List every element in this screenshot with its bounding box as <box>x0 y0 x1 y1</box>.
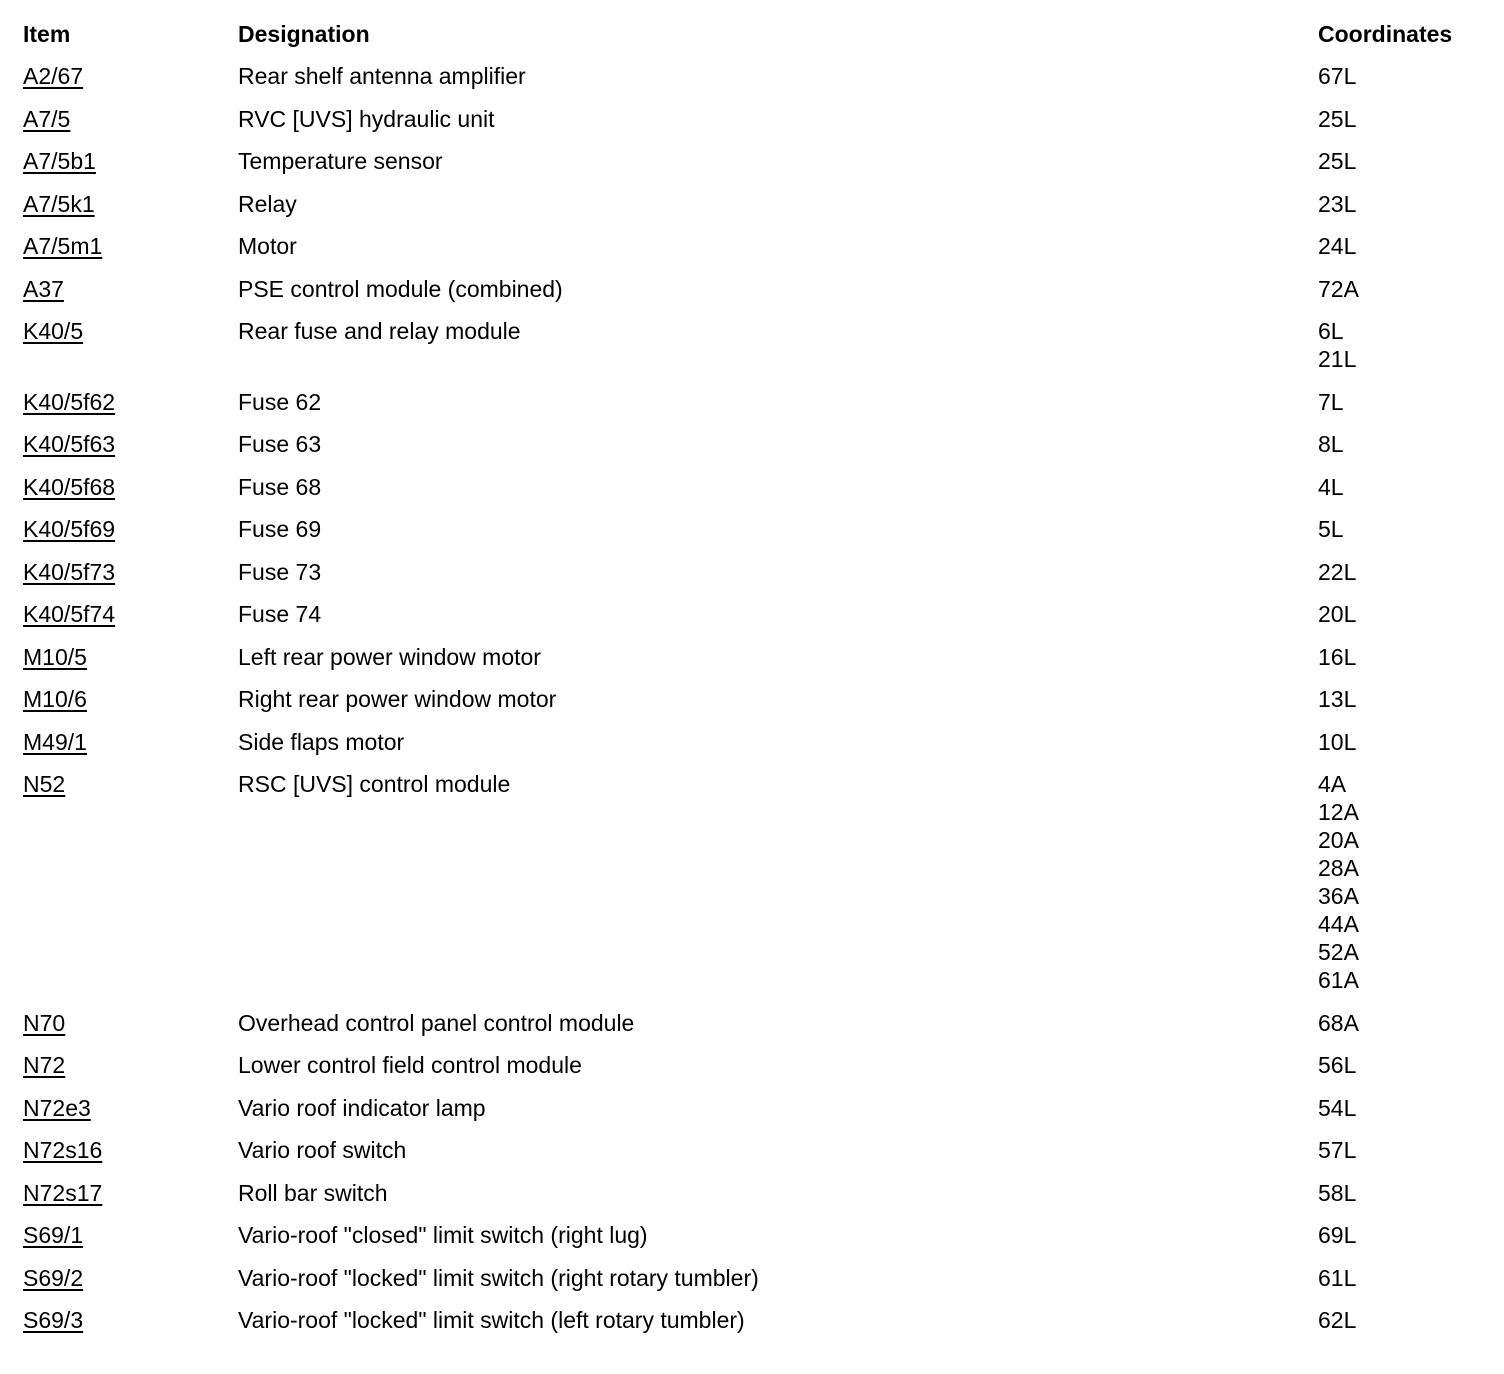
designation-cell: Fuse 63 <box>238 431 322 457</box>
designation-cell: Temperature sensor <box>238 148 443 174</box>
table-row <box>23 232 1483 275</box>
designation-cell: Fuse 62 <box>238 388 322 415</box>
coordinate-value: 52A <box>1318 939 1359 965</box>
item-link[interactable]: N52 <box>23 771 66 797</box>
coordinate-value: 25L <box>1318 105 1357 132</box>
designation-cell: Relay <box>238 190 297 217</box>
coordinate-value: 16L <box>1318 643 1357 670</box>
header-designation: Designation <box>238 21 370 47</box>
designation-cell: Side flaps motor <box>238 728 405 755</box>
designation-cell: Roll bar switch <box>238 1179 388 1206</box>
coordinates-cell <box>1318 600 1356 628</box>
coordinates-cell <box>1318 147 1356 175</box>
designation-cell: Left rear power window motor <box>238 643 541 670</box>
item-link[interactable]: S69/1 <box>23 1222 84 1248</box>
table-row <box>23 473 1483 516</box>
coordinates-cell <box>1318 1094 1356 1122</box>
table-row <box>23 1051 1483 1094</box>
coordinate-value: 4A <box>1318 771 1347 797</box>
designation-cell: Fuse 69 <box>238 516 322 542</box>
coordinate-value: 6L <box>1318 318 1344 344</box>
coordinate-value: 12A <box>1318 799 1359 825</box>
table-row <box>23 643 1483 686</box>
designation-cell: Fuse 73 <box>238 558 322 585</box>
coordinates-cell <box>1318 643 1356 671</box>
designation-cell: Right rear power window motor <box>238 686 557 712</box>
item-link[interactable]: S69/3 <box>23 1307 84 1333</box>
item-link[interactable]: K40/5f69 <box>23 516 116 542</box>
coordinate-value: 25L <box>1318 148 1357 174</box>
table-row <box>23 1009 1483 1052</box>
table-row <box>23 147 1483 190</box>
coordinates-cell <box>1318 1136 1356 1164</box>
coordinate-value: 23L <box>1318 190 1357 217</box>
coordinate-value: 20L <box>1318 601 1357 627</box>
coordinates-cell <box>1318 317 1356 373</box>
designation-cell: Vario roof switch <box>238 1137 407 1163</box>
item-link[interactable]: N72 <box>23 1052 66 1078</box>
table-row <box>23 1306 1483 1349</box>
designation-cell: Lower control field control module <box>238 1052 582 1078</box>
coordinate-value: 69L <box>1318 1222 1357 1248</box>
designation-cell: Vario-roof "locked" limit switch (left rotary tumbler) <box>238 1307 745 1333</box>
item-link[interactable]: K40/5 <box>23 318 84 344</box>
table-row <box>23 275 1483 318</box>
coordinate-value: 21L <box>1318 346 1357 372</box>
designation-cell: Rear shelf antenna amplifier <box>238 63 526 89</box>
coordinates-cell <box>1318 232 1356 260</box>
header-coordinates: Coordinates <box>1318 21 1453 47</box>
table-row <box>23 558 1483 601</box>
designation-cell: Fuse 68 <box>238 473 322 500</box>
coordinates-cell <box>1318 1009 1359 1037</box>
coordinate-value: 57L <box>1318 1137 1357 1163</box>
item-link[interactable]: N72s16 <box>23 1137 103 1163</box>
item-link[interactable]: A7/5k1 <box>23 190 95 217</box>
coordinates-cell <box>1318 430 1344 458</box>
coordinates-cell <box>1318 1179 1356 1207</box>
table-row <box>23 600 1483 643</box>
component-table <box>23 20 1483 1349</box>
coordinates-cell <box>1318 275 1359 303</box>
coordinate-value: 4L <box>1318 473 1344 500</box>
coordinate-value: 13L <box>1318 686 1357 712</box>
coordinate-value: 54L <box>1318 1094 1357 1121</box>
designation-cell: Vario roof indicator lamp <box>238 1094 486 1121</box>
item-link[interactable]: A37 <box>23 275 64 302</box>
coordinate-value: 61A <box>1318 967 1359 993</box>
table-row <box>23 1136 1483 1179</box>
coordinates-cell <box>1318 1264 1356 1292</box>
coordinate-value: 5L <box>1318 516 1344 542</box>
item-link[interactable]: N72e3 <box>23 1094 91 1121</box>
coordinate-value: 24L <box>1318 233 1357 259</box>
coordinates-cell <box>1318 388 1344 416</box>
coordinates-cell <box>1318 515 1344 543</box>
designation-cell: Vario-roof "closed" limit switch (right lug) <box>238 1222 648 1248</box>
coordinate-value: 36A <box>1318 883 1359 909</box>
table-row <box>23 1264 1483 1307</box>
coordinate-value: 58L <box>1318 1179 1357 1206</box>
coordinate-value: 67L <box>1318 63 1357 89</box>
item-link[interactable]: K40/5f63 <box>23 431 116 457</box>
coordinate-value: 68A <box>1318 1009 1359 1036</box>
table-row <box>23 728 1483 771</box>
designation-cell: Overhead control panel control module <box>238 1009 635 1036</box>
item-link[interactable]: K40/5f62 <box>23 388 116 415</box>
coordinates-cell <box>1318 1051 1356 1079</box>
coordinates-cell <box>1318 105 1356 133</box>
table-row <box>23 685 1483 728</box>
coordinate-value: 62L <box>1318 1307 1357 1333</box>
item-link[interactable]: A7/5b1 <box>23 148 96 174</box>
item-link[interactable]: A7/5m1 <box>23 233 103 259</box>
coordinate-value: 56L <box>1318 1052 1357 1078</box>
table-row <box>23 317 1483 388</box>
coordinates-cell <box>1318 770 1359 994</box>
table-header <box>23 20 1483 62</box>
item-link[interactable]: K40/5f74 <box>23 601 116 627</box>
item-link[interactable]: M49/1 <box>23 728 87 755</box>
coordinate-value: 20A <box>1318 827 1359 853</box>
item-link[interactable]: S69/2 <box>23 1264 84 1291</box>
coordinates-cell <box>1318 685 1356 713</box>
table-row <box>23 430 1483 473</box>
coordinates-cell <box>1318 1306 1356 1334</box>
coordinate-value: 10L <box>1318 728 1357 755</box>
table-row <box>23 515 1483 558</box>
coordinates-cell <box>1318 728 1356 756</box>
item-link[interactable]: N70 <box>23 1009 66 1036</box>
table-row <box>23 1179 1483 1222</box>
designation-cell: Vario-roof "locked" limit switch (right rotary tumbler) <box>238 1264 759 1291</box>
item-link[interactable]: K40/5f73 <box>23 558 116 585</box>
coordinate-value: 72A <box>1318 275 1359 302</box>
table-row <box>23 105 1483 148</box>
header-item: Item <box>23 21 71 47</box>
coordinate-value: 28A <box>1318 855 1359 881</box>
table-row <box>23 770 1483 1009</box>
designation-cell: RVC [UVS] hydraulic unit <box>238 105 495 132</box>
item-link[interactable]: K40/5f68 <box>23 473 116 500</box>
table-row <box>23 388 1483 431</box>
coordinates-cell <box>1318 190 1356 218</box>
designation-cell: PSE control module (combined) <box>238 275 563 302</box>
item-link[interactable]: M10/5 <box>23 643 87 670</box>
designation-cell: Motor <box>238 233 297 259</box>
item-link[interactable]: A7/5 <box>23 105 71 132</box>
designation-cell: RSC [UVS] control module <box>238 771 511 797</box>
designation-cell: Rear fuse and relay module <box>238 318 521 344</box>
table-row <box>23 62 1483 105</box>
item-link[interactable]: N72s17 <box>23 1179 103 1206</box>
table-row <box>23 1094 1483 1137</box>
coordinate-value: 7L <box>1318 388 1344 415</box>
item-link[interactable]: A2/67 <box>23 63 84 89</box>
table-row <box>23 1221 1483 1264</box>
item-link[interactable]: M10/6 <box>23 686 87 712</box>
table-row <box>23 190 1483 233</box>
designation-cell: Fuse 74 <box>238 601 322 627</box>
table-body <box>23 62 1483 1349</box>
coordinates-cell <box>1318 558 1356 586</box>
coordinate-value: 8L <box>1318 431 1344 457</box>
coordinate-value: 22L <box>1318 558 1357 585</box>
coordinate-value: 44A <box>1318 911 1359 937</box>
coordinate-value: 61L <box>1318 1264 1357 1291</box>
coordinates-cell <box>1318 473 1344 501</box>
coordinates-cell <box>1318 62 1356 90</box>
coordinates-cell <box>1318 1221 1356 1249</box>
